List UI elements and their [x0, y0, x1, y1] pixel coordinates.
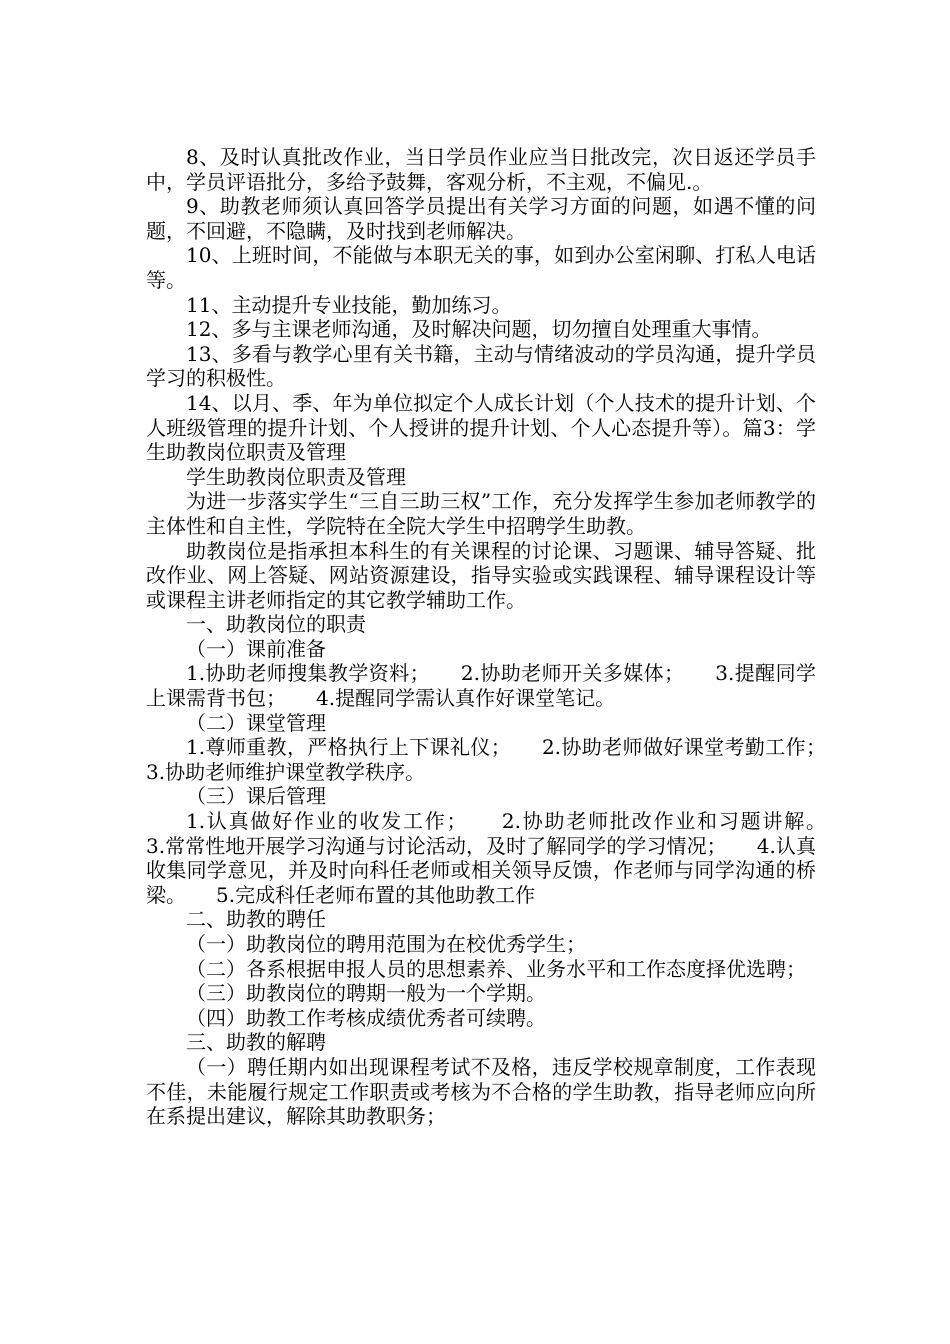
definition-paragraph: 助教岗位是指承担本科生的有关课程的讨论课、习题课、辅导答疑、批改作业、网上答疑、网站资源建设，指导实验或实践课程、辅导课程设计等或课程主讲老师指定的其它教学辅助工作。 — [146, 538, 816, 612]
intro-paragraph: 为进一步落实学生“三自三助三权”工作，充分发挥学生参加老师教学的主体性和自主性，学院特在全院大学生中招聘学生助教。 — [146, 489, 816, 538]
appointment-item-3: （三）助教岗位的聘期一般为一个学期。 — [186, 981, 546, 1006]
subheading-in-class: （二）课堂管理 — [186, 710, 326, 735]
paragraph-item-9: 9、助教老师须认真回答学员提出有关学习方面的问题，如遇不懂的问题，不回避，不隐瞒，及时找到老师解决。 — [146, 194, 816, 243]
before-class-items: 1.协助老师搜集教学资料； 2.协助老师开关多媒体； 3.提醒同学上课需背书包； 4.提醒同学需认真作好课堂笔记。 — [146, 661, 816, 711]
paragraph-item-14: 14、以月、季、年为单位拟定个人成长计划（个人技术的提升计划、个人班级管理的提升计划、个人授讲的提升计划、个人心态提升等）。篇3：学生助教岗位职责及管理 — [146, 390, 816, 465]
paragraph-item-12: 12、多与主课老师沟通，及时解决问题，切勿擅自处理重大事情。 — [186, 317, 772, 342]
heading-appointment: 二、助教的聘任 — [186, 907, 326, 932]
appointment-item-1: （一）助教岗位的聘用范围为在校优秀学生； — [186, 932, 586, 956]
dismissal-item-1: （一）聘任期内如出现课程考试不及格，违反学校规章制度，工作表现不佳，未能履行规定工作职责或考核为不合格的学生助教，指导老师应向所在系提出建议，解除其助教职务； — [146, 1054, 816, 1129]
paragraph-item-13: 13、多看与教学心里有关书籍，主动与情绪波动的学员沟通，提升学员学习的积极性。 — [146, 341, 816, 391]
appointment-item-4: （四）助教工作考核成绩优秀者可续聘。 — [186, 1005, 546, 1030]
in-class-items: 1.尊师重教，严格执行上下课礼仪； 2.协助老师做好课堂考勤工作； 3.协助老师维护课堂教学秩序。 — [146, 735, 856, 784]
subheading-after-class: （三）课后管理 — [186, 784, 326, 809]
section-title: 学生助教岗位职责及管理 — [186, 464, 406, 489]
appointment-item-2: （二）各系根据申报人员的思想素养、业务水平和工作态度择优选聘； — [186, 956, 806, 981]
subheading-before-class: （一）课前准备 — [186, 636, 326, 661]
document-body — [146, 145, 856, 1129]
paragraph-item-11: 11、主动提升专业技能，勤加练习。 — [186, 292, 512, 317]
heading-dismissal: 三、助教的解聘 — [186, 1030, 326, 1055]
after-class-items: 1.认真做好作业的收发工作； 2.协助老师批改作业和习题讲解。 3.常常性地开展学习沟通与讨论活动，及时了解同学的学习情况； 4.认真收集同学意见，并及时向科任老师或相关领导反馈，作老师与同学沟通的桥梁。 5.完成科任老师布置的其他助教工作 — [146, 809, 856, 907]
paragraph-item-10: 10、上班时间，不能做与本职无关的事，如到办公室闲聊、打私人电话等。 — [146, 243, 816, 292]
heading-duties: 一、助教岗位的职责 — [186, 612, 366, 637]
paragraph-item-8: 8、及时认真批改作业，当日学员作业应当日批改完，次日返还学员手中，学员评语批分，多给予鼓舞，客观分析，不主观，不偏见.。 — [146, 145, 816, 194]
